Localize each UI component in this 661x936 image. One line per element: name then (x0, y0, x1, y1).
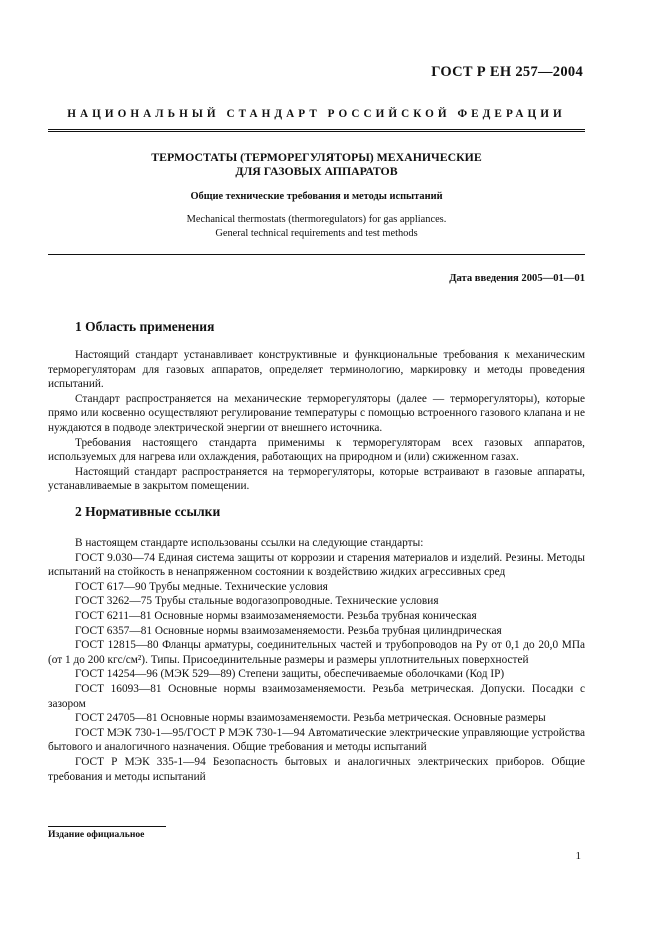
title-english-line-2: General technical requirements and test methods (215, 227, 418, 239)
section-1-paragraph: Стандарт распространяется на механические терморегуляторы (далее — терморегуляторы), которые прямо или косвенно осуществляют регулирование температуры с помощью встроенного газового клапана и не нуждаются в подводе электрической энергии от внешнего источника. (48, 392, 585, 434)
reference-item: ГОСТ 12815—80 Фланцы арматуры, соединительных частей и трубопроводов на Pу от 0,1 до 20,0 МПа (от 1 до 200 кгс/см²). Типы. Присоединительные размеры и размеры уплотнительных поверхностей (48, 639, 585, 666)
section-1-paragraph: Настоящий стандарт распространяется на терморегуляторы, которые встраивают в газовые аппараты, устанавливаемые в закрытом помещении. (48, 465, 585, 493)
title-divider (48, 254, 585, 255)
section-1-body (48, 348, 585, 494)
title-subtitle: Общие технические требования и методы испытаний (190, 191, 443, 202)
reference-item: ГОСТ Р МЭК 335-1—94 Безопасность бытовых и аналогичных электрических приборов. Общие требования и методы испытаний (48, 755, 585, 783)
header-rule-thick (48, 129, 585, 130)
header-rule-thin (48, 131, 585, 132)
footer-rule (48, 826, 166, 827)
reference-item: ГОСТ 617—90 Трубы медные. Технические условия (75, 580, 328, 593)
section-2-heading: 2 Нормативные ссылки (75, 504, 221, 519)
reference-item: ГОСТ 24705—81 Основные нормы взаимозаменяемости. Резьба метрическая. Основные размеры (75, 712, 546, 725)
title-block (48, 150, 585, 240)
page-number: 1 (575, 850, 581, 862)
section-1-heading: 1 Область применения (75, 319, 215, 334)
title-english-line-1: Mechanical thermostats (thermoregulators) for gas appliances. (186, 214, 447, 225)
section-2-body (48, 536, 585, 784)
section-2-intro: В настоящем стандарте использованы ссылки на следующие стандарты: (75, 537, 424, 549)
reference-item: ГОСТ 16093—81 Основные нормы взаимозаменяемости. Резьба метрическая. Допуски. Посадки с зазором (48, 682, 585, 710)
introduction-date: Дата введения 2005—01—01 (449, 273, 585, 284)
title-line-2: ДЛЯ ГАЗОВЫХ АППАРАТОВ (235, 164, 398, 178)
reference-item: ГОСТ 6357—81 Основные нормы взаимозаменяемости. Резьба трубная цилиндрическая (75, 624, 502, 637)
section-1-paragraph: Настоящий стандарт устанавливает конструктивные и функциональные требования к механическим терморегуляторам для газовых аппаратов, определяет терминологию, маркировку и методы проведения испытаний. (48, 349, 585, 391)
section-1-paragraph: Требования настоящего стандарта применимы к терморегуляторам всех газовых аппаратов, используемых для нагрева или охлаждения, работающих на природном и (или) сжиженном газах. (48, 436, 585, 464)
standard-id: ГОСТ Р ЕН 257—2004 (431, 64, 583, 80)
reference-item: ГОСТ 6211—81 Основные нормы взаимозаменяемости. Резьба трубная коническая (75, 609, 477, 622)
title-line-1: ТЕРМОСТАТЫ (ТЕРМОРЕГУЛЯТОРЫ) МЕХАНИЧЕСКИЕ (151, 150, 482, 164)
national-standard-label: НАЦИОНАЛЬНЫЙ СТАНДАРТ РОССИЙСКОЙ ФЕДЕРАЦИИ (67, 108, 566, 120)
reference-item: ГОСТ МЭК 730-1—95/ГОСТ Р МЭК 730-1—94 Автоматические электрические управляющие устройства бытового и аналогичного назначения. Общие требования и методы испытаний (48, 726, 585, 754)
reference-item: ГОСТ 14254—96 (МЭК 529—89) Степени защиты, обеспечиваемые оболочками (Код IP) (75, 668, 505, 681)
reference-item: ГОСТ 3262—75 Трубы стальные водогазопроводные. Технические условия (75, 595, 439, 608)
reference-item: ГОСТ 9.030—74 Единая система защиты от коррозии и старения материалов и изделий. Резины. Методы испытаний на стойкость в ненапряженном состоянии к воздействию жидких агрессивных сред (48, 551, 585, 579)
official-edition-label: Издание официальное (48, 829, 145, 840)
title-english-block (48, 213, 585, 240)
